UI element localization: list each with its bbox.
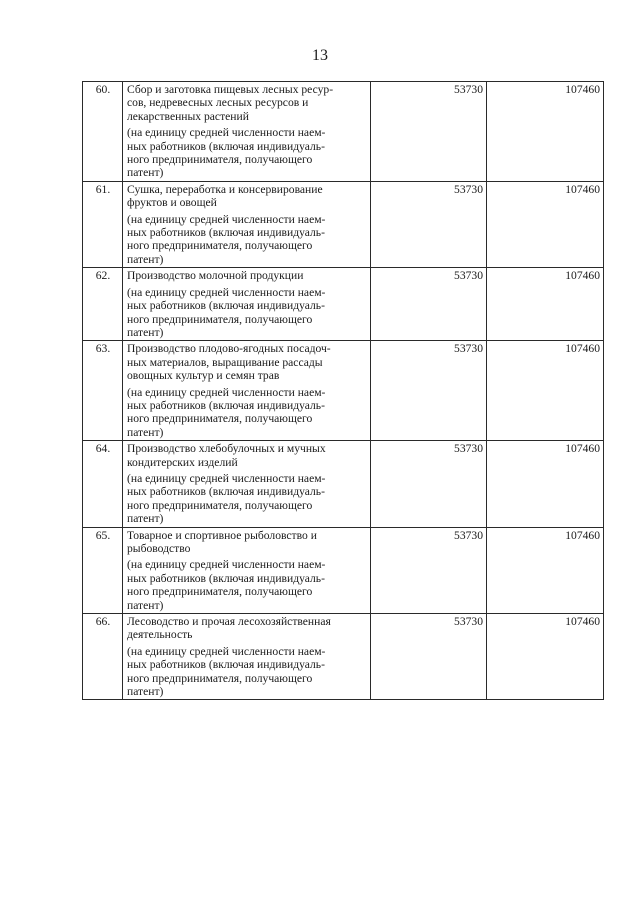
unit-note-line: ных работников (включая индивидуаль- bbox=[127, 226, 325, 240]
value-column-2: 107460 bbox=[487, 441, 604, 527]
unit-note bbox=[127, 286, 367, 340]
value-column-1: 53730 bbox=[371, 614, 487, 700]
activity-description bbox=[123, 341, 371, 441]
value-column-2: 107460 bbox=[487, 82, 604, 182]
activity-name bbox=[127, 269, 367, 282]
activity-name-line: деятельность bbox=[127, 628, 193, 642]
unit-note-line: (на единицу средней численности наем- bbox=[127, 558, 326, 572]
unit-note-line: (на единицу средней численности наем- bbox=[127, 126, 326, 140]
row-number: 65. bbox=[83, 527, 123, 613]
table-row bbox=[83, 441, 604, 527]
activity-description bbox=[123, 441, 371, 527]
unit-note bbox=[127, 386, 367, 440]
activity-name-line: Лесоводство и прочая лесохозяйственная bbox=[127, 615, 331, 629]
value-column-2: 107460 bbox=[487, 341, 604, 441]
table-row bbox=[83, 341, 604, 441]
activity-name-line: Производство молочной продукции bbox=[127, 269, 304, 283]
unit-note-line: патент) bbox=[127, 252, 164, 266]
unit-note-line: патент) bbox=[127, 598, 164, 612]
unit-note-line: ного предпринимателя, получающего bbox=[127, 412, 313, 426]
activity-name-line: Сбор и заготовка пищевых лесных ресур- bbox=[127, 83, 334, 96]
activity-name bbox=[127, 442, 367, 469]
table-row bbox=[83, 82, 604, 182]
unit-note-line: ных работников (включая индивидуаль- bbox=[127, 571, 325, 585]
value-column-1: 53730 bbox=[371, 181, 487, 267]
activity-name bbox=[127, 183, 367, 210]
unit-note-line: ных работников (включая индивидуаль- bbox=[127, 485, 325, 499]
activity-description bbox=[123, 82, 371, 182]
activity-name-line: Производство хлебобулочных и мучных bbox=[127, 442, 326, 456]
activity-name-line: овощных культур и семян трав bbox=[127, 369, 280, 383]
activity-name-line: фруктов и овощей bbox=[127, 196, 217, 210]
unit-note bbox=[127, 558, 367, 612]
value-column-1: 53730 bbox=[371, 82, 487, 182]
unit-note-line: ных работников (включая индивидуаль- bbox=[127, 139, 325, 153]
activity-name-line: Товарное и спортивное рыболовство и bbox=[127, 528, 317, 542]
unit-note-line: (на единицу средней численности наем- bbox=[127, 285, 326, 299]
activity-name-line: сов, недревесных лесных ресурсов и bbox=[127, 96, 309, 110]
table-row bbox=[83, 268, 604, 341]
unit-note-line: патент) bbox=[127, 166, 164, 180]
activity-name bbox=[127, 83, 367, 123]
activity-description bbox=[123, 527, 371, 613]
unit-note-line: ных работников (включая индивидуаль- bbox=[127, 299, 325, 313]
unit-note-line: патент) bbox=[127, 425, 164, 439]
unit-note-line: (на единицу средней численности наем- bbox=[127, 385, 326, 399]
unit-note-line: ного предпринимателя, получающего bbox=[127, 671, 313, 685]
unit-note-line: ного предпринимателя, получающего bbox=[127, 312, 313, 326]
unit-note-line: (на единицу средней численности наем- bbox=[127, 644, 326, 658]
unit-note-line: ных работников (включая индивидуаль- bbox=[127, 658, 325, 672]
unit-note-line: ного предпринимателя, получающего bbox=[127, 239, 313, 253]
value-column-2: 107460 bbox=[487, 181, 604, 267]
unit-note bbox=[127, 472, 367, 526]
value-column-1: 53730 bbox=[371, 527, 487, 613]
unit-note-line: ного предпринимателя, получающего bbox=[127, 153, 313, 167]
row-number: 60. bbox=[83, 82, 123, 182]
activity-name bbox=[127, 342, 367, 382]
activity-name bbox=[127, 615, 367, 642]
value-column-1: 53730 bbox=[371, 268, 487, 341]
unit-note-line: ного предпринимателя, получающего bbox=[127, 585, 313, 599]
activity-name-line: лекарственных растений bbox=[127, 109, 249, 123]
row-number: 63. bbox=[83, 341, 123, 441]
row-number: 62. bbox=[83, 268, 123, 341]
value-column-2: 107460 bbox=[487, 268, 604, 341]
value-column-1: 53730 bbox=[371, 441, 487, 527]
activity-rates-table bbox=[82, 81, 604, 700]
table-row bbox=[83, 181, 604, 267]
unit-note-line: ных работников (включая индивидуаль- bbox=[127, 398, 325, 412]
unit-note bbox=[127, 213, 367, 267]
unit-note-line: (на единицу средней численности наем- bbox=[127, 212, 326, 226]
activity-name-line: рыбоводство bbox=[127, 542, 191, 555]
unit-note-line: ного предпринимателя, получающего bbox=[127, 498, 313, 512]
activity-name-line: Сушка, переработка и консервирование bbox=[127, 182, 323, 196]
activity-name-line: кондитерских изделий bbox=[127, 455, 238, 469]
unit-note bbox=[127, 645, 367, 699]
value-column-1: 53730 bbox=[371, 341, 487, 441]
unit-note-line: (на единицу средней численности наем- bbox=[127, 471, 326, 485]
value-column-2: 107460 bbox=[487, 614, 604, 700]
activity-description bbox=[123, 268, 371, 341]
unit-note-line: патент) bbox=[127, 325, 164, 339]
activity-name bbox=[127, 529, 367, 556]
unit-note bbox=[127, 126, 367, 180]
activity-name-line: Производство плодово-ягодных посадоч- bbox=[127, 342, 331, 356]
unit-note-line: патент) bbox=[127, 512, 164, 526]
row-number: 66. bbox=[83, 614, 123, 700]
unit-note-line: патент) bbox=[127, 685, 164, 699]
value-column-2: 107460 bbox=[487, 527, 604, 613]
table-body bbox=[83, 82, 604, 700]
activity-name-line: ных материалов, выращивание рассады bbox=[127, 355, 323, 369]
activity-description bbox=[123, 181, 371, 267]
row-number: 64. bbox=[83, 441, 123, 527]
table-row bbox=[83, 614, 604, 700]
page-number: 13 bbox=[312, 47, 328, 64]
table-row bbox=[83, 527, 604, 613]
activity-description bbox=[123, 614, 371, 700]
row-number: 61. bbox=[83, 181, 123, 267]
